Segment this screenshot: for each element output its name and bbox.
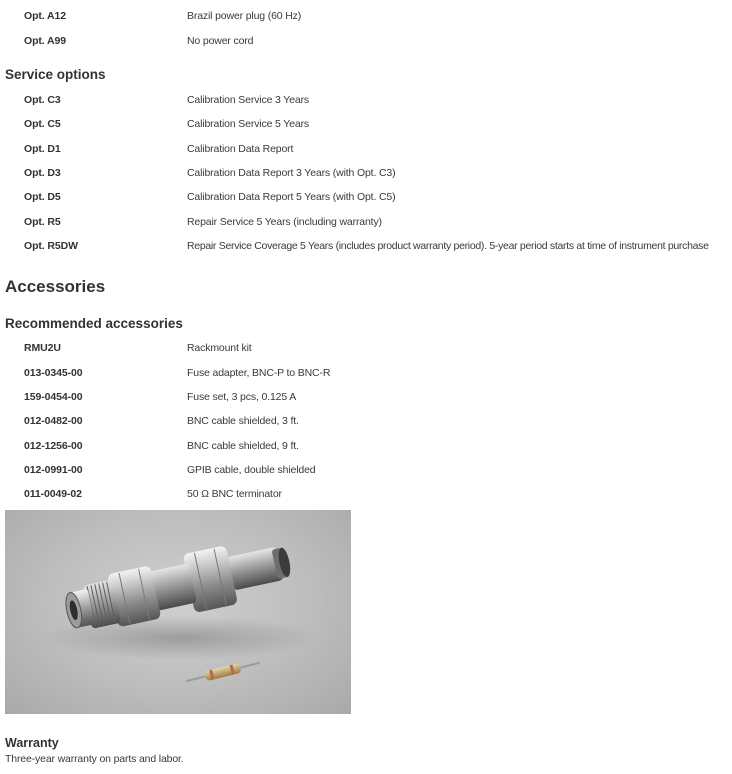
- service-row: [0, 213, 732, 231]
- service-description: Calibration Service 5 Years: [187, 118, 310, 130]
- service-row: [0, 91, 732, 109]
- accessory-row: [0, 364, 732, 382]
- service-row: [0, 115, 732, 133]
- service-description: Repair Service 5 Years (including warranty): [187, 216, 382, 228]
- accessory-description: Fuse set, 3 pcs, 0.125 A: [187, 391, 297, 403]
- option-row: [0, 7, 732, 25]
- accessory-description: 50 Ω BNC terminator: [187, 488, 282, 500]
- accessory-row: [0, 461, 732, 479]
- service-description: Calibration Data Report 3 Years (with Opt. C3): [187, 167, 396, 179]
- accessory-description: Rackmount kit: [187, 342, 252, 354]
- service-description: Calibration Service 3 Years: [187, 94, 310, 106]
- bnc-adapter-illustration: [5, 510, 351, 714]
- service-code: Opt. D5: [24, 191, 61, 203]
- warranty-heading: Warranty: [5, 736, 59, 750]
- option-row: [0, 32, 732, 50]
- service-description: Calibration Data Report 5 Years (with Opt. C5): [187, 191, 396, 203]
- service-description: Repair Service Coverage 5 Years (includes product warranty period). 5-year period starts at time of instrument purchase: [187, 240, 709, 252]
- service-options-heading: Service options: [5, 67, 106, 82]
- accessory-row: [0, 437, 732, 455]
- service-code: Opt. D3: [24, 167, 61, 179]
- service-row: [0, 140, 732, 158]
- service-row: [0, 188, 732, 206]
- service-code: Opt. C3: [24, 94, 61, 106]
- accessory-row: [0, 339, 732, 357]
- accessory-part-number: 012-0482-00: [24, 415, 83, 427]
- service-row: [0, 237, 732, 255]
- accessories-heading: Accessories: [5, 277, 106, 296]
- recommended-accessories-heading: Recommended accessories: [5, 316, 183, 331]
- service-description: Calibration Data Report: [187, 143, 294, 155]
- accessory-row: [0, 388, 732, 406]
- option-description: No power cord: [187, 35, 254, 47]
- service-code: Opt. C5: [24, 118, 61, 130]
- accessory-part-number: 012-0991-00: [24, 464, 83, 476]
- accessory-row: [0, 485, 732, 503]
- accessory-part-number: 159-0454-00: [24, 391, 83, 403]
- option-code: Opt. A99: [24, 35, 66, 47]
- accessory-part-number: 011-0049-02: [24, 488, 82, 500]
- accessory-description: GPIB cable, double shielded: [187, 464, 316, 476]
- accessory-description: Fuse adapter, BNC-P to BNC-R: [187, 367, 331, 379]
- accessory-description: BNC cable shielded, 9 ft.: [187, 440, 299, 452]
- accessory-part-number: RMU2U: [24, 342, 61, 354]
- service-row: [0, 164, 732, 182]
- service-code: Opt. R5DW: [24, 240, 78, 252]
- accessory-part-number: 013-0345-00: [24, 367, 83, 379]
- service-code: Opt. R5: [24, 216, 61, 228]
- bnc-fuse-adapter-photo: [5, 510, 351, 714]
- accessory-description: BNC cable shielded, 3 ft.: [187, 415, 299, 427]
- warranty-text: Three-year warranty on parts and labor.: [5, 753, 184, 765]
- accessory-row: [0, 412, 732, 430]
- option-code: Opt. A12: [24, 10, 66, 22]
- option-description: Brazil power plug (60 Hz): [187, 10, 302, 22]
- service-code: Opt. D1: [24, 143, 61, 155]
- accessory-part-number: 012-1256-00: [24, 440, 83, 452]
